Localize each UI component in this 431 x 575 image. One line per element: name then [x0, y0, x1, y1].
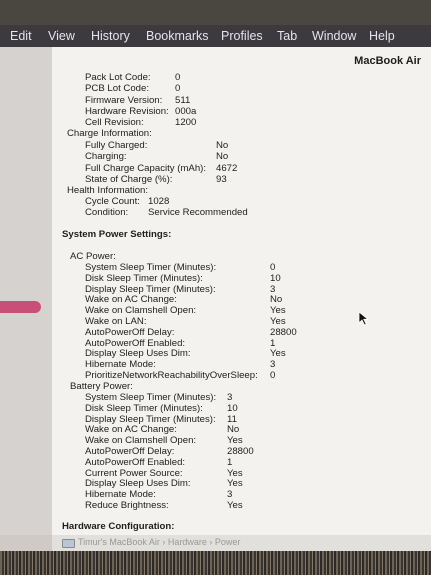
- ac-setting-value: 0: [270, 262, 276, 273]
- battery-setting-value: 1: [227, 456, 233, 468]
- cycle-count-label: Cycle Count:: [85, 196, 140, 207]
- laptop-icon: [62, 539, 75, 548]
- ac-setting-value: Yes: [270, 316, 286, 327]
- ac-setting-label: AutoPowerOff Enabled:: [85, 337, 186, 349]
- condition-label: Condition:: [85, 207, 129, 218]
- battery-setting-label: Display Sleep Timer (Minutes):: [85, 413, 216, 425]
- battery-setting-label: AutoPowerOff Enabled:: [85, 456, 186, 468]
- battery-setting-value: 11: [227, 413, 237, 425]
- ac-setting-label: Display Sleep Timer (Minutes):: [85, 283, 216, 295]
- menu-window[interactable]: Window: [312, 29, 357, 43]
- fully-charged-label: Fully Charged:: [85, 140, 148, 151]
- hardware-revision-label: Hardware Revision:: [85, 106, 169, 117]
- ac-setting-label: Hibernate Mode:: [85, 359, 156, 371]
- ac-setting-label: System Sleep Timer (Minutes):: [85, 262, 217, 273]
- battery-setting-value: 3: [227, 392, 233, 403]
- battery-setting-value: 10: [227, 402, 238, 414]
- pcb-lot-code-label: PCB Lot Code:: [85, 83, 149, 94]
- device-name: MacBook Air: [354, 55, 421, 67]
- cell-revision-value: 1200: [175, 117, 197, 128]
- menu-edit[interactable]: Edit: [10, 29, 32, 43]
- charging-label: Charging:: [85, 151, 127, 162]
- battery-setting-label: System Sleep Timer (Minutes):: [85, 392, 217, 403]
- menu-profiles[interactable]: Profiles: [221, 29, 263, 43]
- ac-setting-value: 10: [270, 272, 281, 284]
- hardware-revision-value: 000a: [175, 106, 197, 117]
- health-info-header: Health Information:: [67, 185, 149, 196]
- full-charge-capacity-label: Full Charge Capacity (mAh):: [85, 163, 207, 174]
- ac-setting-label: Wake on AC Change:: [85, 294, 177, 306]
- condition-value: Service Recommended: [148, 207, 248, 218]
- ac-setting-value: 1: [270, 337, 276, 349]
- sidebar-footer: [0, 535, 52, 551]
- firmware-version-label: Firmware Version:: [85, 95, 163, 106]
- battery-setting-label: Current Power Source:: [85, 467, 183, 479]
- ac-setting-value: 28800: [270, 326, 297, 338]
- battery-setting-value: 3: [227, 489, 233, 501]
- ac-setting-value: Yes: [270, 305, 286, 317]
- battery-setting-value: Yes: [227, 478, 243, 490]
- path-bar-text[interactable]: Timur's MacBook Air › Hardware › Power: [78, 537, 241, 547]
- pack-lot-code-label: Pack Lot Code:: [85, 72, 151, 83]
- battery-setting-value: 28800: [227, 446, 254, 457]
- hardware-config-header: Hardware Configuration:: [62, 521, 175, 532]
- battery-power-header: Battery Power:: [70, 381, 133, 392]
- ac-setting-value: 3: [270, 359, 276, 371]
- battery-setting-label: Reduce Brightness:: [85, 500, 169, 511]
- menu-view[interactable]: View: [48, 29, 75, 43]
- menu-bookmarks[interactable]: Bookmarks: [146, 29, 209, 43]
- charging-value: No: [216, 151, 229, 162]
- pcb-lot-code-value: 0: [175, 83, 181, 94]
- background-fabric: [0, 551, 431, 575]
- battery-setting-value: Yes: [227, 500, 243, 511]
- mouse-cursor-icon: [358, 311, 370, 327]
- ac-setting-value: No: [270, 294, 283, 306]
- ac-setting-label: Display Sleep Uses Dim:: [85, 348, 191, 360]
- ac-setting-label: Wake on Clamshell Open:: [85, 305, 197, 317]
- menu-history[interactable]: History: [91, 29, 130, 43]
- sidebar-selected-item[interactable]: [0, 301, 41, 313]
- fully-charged-value: No: [216, 140, 229, 151]
- ac-setting-value: 0: [270, 370, 276, 381]
- menu-tab[interactable]: Tab: [277, 29, 298, 43]
- state-of-charge-value: 93: [216, 174, 227, 185]
- path-bar: [52, 535, 431, 551]
- ac-setting-label: PrioritizeNetworkReachabilityOverSleep:: [85, 370, 258, 381]
- battery-setting-label: Wake on AC Change:: [85, 424, 177, 436]
- ac-setting-label: AutoPowerOff Delay:: [85, 326, 175, 338]
- menu-bar: [0, 25, 431, 47]
- pack-lot-code-value: 0: [175, 72, 181, 83]
- ac-setting-value: Yes: [270, 348, 286, 360]
- battery-setting-label: Hibernate Mode:: [85, 489, 156, 501]
- battery-setting-label: Display Sleep Uses Dim:: [85, 478, 191, 490]
- battery-setting-label: AutoPowerOff Delay:: [85, 446, 175, 457]
- ac-setting-value: 3: [270, 283, 276, 295]
- cell-revision-label: Cell Revision:: [85, 117, 144, 128]
- sidebar: [0, 47, 52, 535]
- full-charge-capacity-value: 4672: [216, 163, 238, 174]
- menu-help[interactable]: Help: [369, 29, 395, 43]
- ac-power-header: AC Power:: [70, 251, 116, 262]
- cycle-count-value: 1028: [148, 196, 170, 207]
- ac-setting-label: Disk Sleep Timer (Minutes):: [85, 272, 203, 284]
- firmware-version-value: 511: [175, 95, 191, 106]
- charge-info-header: Charge Information:: [67, 128, 152, 139]
- battery-setting-label: Wake on Clamshell Open:: [85, 435, 197, 447]
- power-settings-title: System Power Settings:: [62, 229, 172, 240]
- battery-setting-value: Yes: [227, 435, 243, 447]
- battery-setting-value: No: [227, 424, 240, 436]
- ac-setting-label: Wake on LAN:: [85, 316, 147, 327]
- battery-setting-label: Disk Sleep Timer (Minutes):: [85, 402, 203, 414]
- report-content: [52, 47, 431, 535]
- state-of-charge-label: State of Charge (%):: [85, 174, 173, 185]
- battery-setting-value: Yes: [227, 467, 243, 479]
